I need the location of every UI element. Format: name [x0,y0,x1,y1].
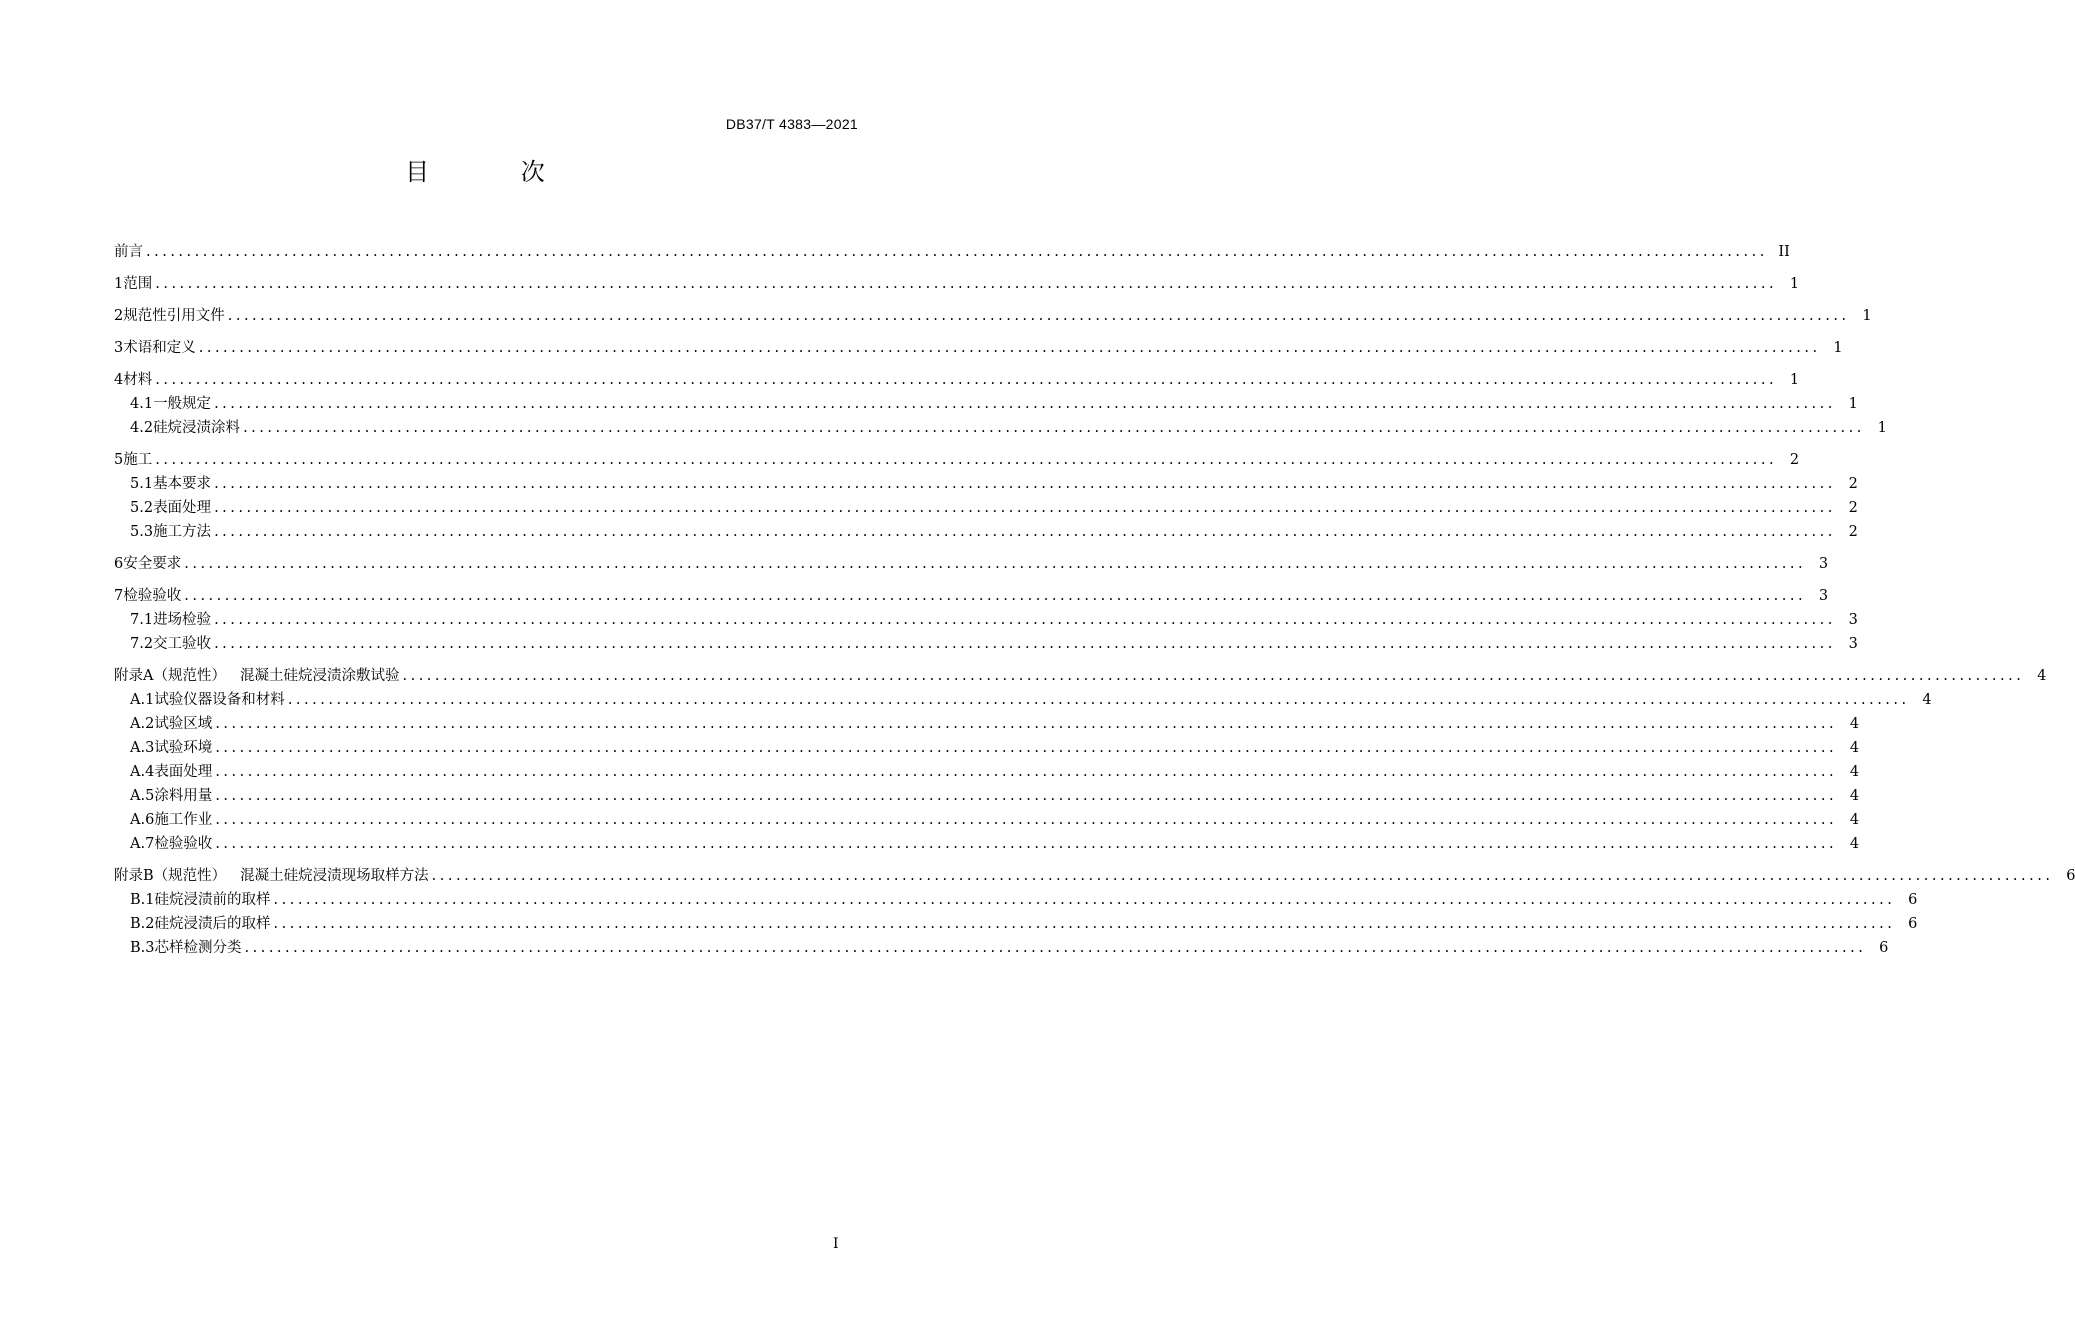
toc-entry[interactable] [114,736,1860,760]
toc-leader-dots: ........................................................................................................................................................................................................ [215,716,1838,732]
toc-entry-number: 4.1 [130,396,154,412]
toc-leader-dots: ........................................................................................................................................................................................................ [184,588,1807,604]
toc-entry-page: 4 [1849,764,1860,780]
toc-entry-page: 4 [1922,692,1932,708]
toc-entry-page: 3 [1848,636,1858,652]
toc-entry-page: 4 [1849,836,1860,852]
toc-entry-page: 1 [1848,396,1858,412]
toc-entry-label: 试验仪器设备和材料 [154,692,285,708]
toc-entry[interactable] [114,368,1800,392]
toc-entry[interactable] [114,272,1800,296]
toc-entry-page: II [1778,244,1790,260]
toc-entry-number: 5 [114,452,124,468]
toc-entry-page: 3 [1818,588,1829,604]
toc-entry[interactable] [114,832,1860,856]
toc-entry-number: B.1 [130,892,155,908]
toc-entry[interactable] [114,632,1858,656]
toc-entry-page: 3 [1848,612,1858,628]
toc-entry-label: 材料 [123,372,153,388]
toc-entry-label: 表面处理 [153,500,212,516]
toc-entry-label: 硅烷浸渍涂料 [153,420,241,436]
toc-entry-label: 一般规定 [153,396,212,412]
toc-leader-dots: ........................................................................................................................................................................................................ [155,452,1778,468]
toc-entry-number: 附录B（规范性） [114,868,227,884]
toc-leader-dots: ........................................................................................................................................................................................................ [402,668,2025,684]
toc-entry-label: 前言 [114,244,143,260]
toc-entry[interactable] [114,336,1843,360]
toc-entry-page: 2 [1848,500,1858,516]
toc-entry-number: A.1 [130,692,155,708]
toc-entry-label: 表面处理 [154,764,213,780]
toc-entry[interactable] [114,448,1800,472]
toc-entry-page: 1 [1789,372,1800,388]
toc-leader-dots: ........................................................................................................................................................................................................ [273,916,1896,932]
toc-entry-label: 术语和定义 [123,340,196,356]
toc-entry-number: B.3 [130,940,155,956]
toc-entry-label: 混凝土硅烷浸渍涂敷试验 [239,668,400,684]
toc-entry[interactable] [114,392,1858,416]
toc-entry[interactable] [114,416,1887,440]
toc-entry[interactable] [114,712,1860,736]
toc-entry[interactable] [114,664,2047,688]
toc-entry-label: 检验验收 [154,836,213,852]
toc-leader-dots: ........................................................................................................................................................................................................ [214,524,1836,540]
toc-entry[interactable] [114,864,2075,888]
toc-leader-dots: ........................................................................................................................................................................................................ [155,276,1778,292]
toc-entry-label: 硅烷浸渍后的取样 [154,916,271,932]
toc-leader-dots: ........................................................................................................................................................................................................ [215,836,1838,852]
toc-entry[interactable] [114,304,1872,328]
toc-entry-page: 1 [1789,276,1800,292]
toc-leader-dots: ........................................................................................................................................................................................................ [215,788,1838,804]
toc-leader-dots: ........................................................................................................................................................................................................ [214,636,1836,652]
toc-entry-label: 涂料用量 [154,788,213,804]
toc-entry-number: 5.1 [130,476,154,492]
toc-entry-label: 进场检验 [153,612,212,628]
toc-entry-number: 7.1 [130,612,154,628]
toc-leader-dots: ........................................................................................................................................................................................................ [198,340,1821,356]
toc-entry[interactable] [114,808,1860,832]
toc-entry-number: 1 [114,276,124,292]
toc-entry-label: 试验区域 [154,716,213,732]
toc-entry[interactable] [114,760,1860,784]
toc-entry-page: 3 [1818,556,1829,572]
toc-leader-dots: ........................................................................................................................................................................................................ [146,244,1768,260]
toc-entry[interactable] [114,496,1858,520]
page-number: I [833,1236,839,1252]
toc-entry-number: 4.2 [130,420,154,436]
document-code: DB37/T 4383—2021 [725,116,858,132]
toc-entry-page: 2 [1848,476,1858,492]
toc-entry[interactable] [114,552,1829,576]
toc-leader-dots: ........................................................................................................................................................................................................ [215,740,1838,756]
toc-entry-number: 附录A（规范性） [114,668,226,684]
toc-entry-number: A.5 [130,788,155,804]
toc-entry-number: 3 [114,340,124,356]
toc-entry-number: A.3 [130,740,155,756]
toc-entry-number: 5.2 [130,500,154,516]
toc-entry[interactable] [114,240,1790,264]
toc-entry[interactable] [114,472,1858,496]
toc-entry-page: 2 [1789,452,1800,468]
toc-entry-number: 4 [114,372,124,388]
toc-entry-number: 6 [114,556,124,572]
toc-leader-dots: ........................................................................................................................................................................................................ [214,500,1836,516]
toc-entry-label: 混凝土硅烷浸渍现场取样方法 [240,868,429,884]
toc-entry-label: 硅烷浸渍前的取样 [154,892,271,908]
toc-entry-page: 4 [1849,788,1860,804]
toc-leader-dots: ........................................................................................................................................................................................................ [214,396,1836,412]
toc-entry-label: 范围 [123,276,153,292]
toc-entry-label: 芯样检测分类 [154,940,242,956]
toc-entry-number: 7 [114,588,124,604]
toc-entry-label: 检验验收 [123,588,182,604]
toc-leader-dots: ........................................................................................................................................................................................................ [287,692,1910,708]
toc-leader-dots: ........................................................................................................................................................................................................ [214,612,1836,628]
toc-entry-number: A.2 [130,716,155,732]
toc-entry-label: 交工验收 [153,636,212,652]
toc-leader-dots: ........................................................................................................................................................................................................ [227,308,1850,324]
page-title: 目 次 [405,158,587,186]
toc-entry-page: 4 [1849,716,1860,732]
toc-leader-dots: ........................................................................................................................................................................................................ [155,372,1778,388]
toc-entry-number: A.7 [130,836,155,852]
toc-entry-number: A.4 [130,764,155,780]
toc-entry-label: 规范性引用文件 [123,308,225,324]
toc-entry-label: 施工方法 [153,524,212,540]
toc-entry-page: 1 [1833,340,1843,356]
toc-entry-number: 2 [114,308,124,324]
toc-entry[interactable] [114,584,1829,608]
toc-entry-page: 6 [2066,868,2075,884]
toc-entry-number: A.6 [130,812,155,828]
toc-entry[interactable] [114,936,1889,960]
toc-entry-page: 6 [1908,892,1918,908]
toc-entry[interactable] [114,784,1860,808]
toc-leader-dots: ........................................................................................................................................................................................................ [184,556,1807,572]
toc-entry-label: 安全要求 [123,556,182,572]
toc-entry-page: 1 [1877,420,1887,436]
toc-entry-label: 试验环境 [154,740,213,756]
toc-leader-dots: ........................................................................................................................................................................................................ [431,868,2054,884]
toc-leader-dots: ........................................................................................................................................................................................................ [215,812,1838,828]
table-of-contents [114,240,2075,960]
toc-entry[interactable] [114,520,1858,544]
toc-leader-dots: ........................................................................................................................................................................................................ [273,892,1896,908]
toc-entry-page: 2 [1848,524,1858,540]
toc-leader-dots: ........................................................................................................................................................................................................ [215,764,1838,780]
toc-entry-number: 7.2 [130,636,154,652]
toc-entry-label: 施工作业 [154,812,213,828]
toc-entry-page: 4 [2037,668,2047,684]
toc-entry-page: 6 [1879,940,1889,956]
toc-entry[interactable] [114,912,1918,936]
toc-entry-page: 1 [1862,308,1872,324]
toc-entry-page: 4 [1849,812,1860,828]
toc-entry[interactable] [114,688,1932,712]
toc-entry-number: 5.3 [130,524,154,540]
toc-entry-page: 6 [1908,916,1918,932]
toc-leader-dots: ........................................................................................................................................................................................................ [214,476,1836,492]
toc-entry-label: 施工 [123,452,153,468]
toc-entry[interactable] [114,888,1918,912]
toc-leader-dots: ........................................................................................................................................................................................................ [244,940,1867,956]
toc-entry-label: 基本要求 [153,476,212,492]
toc-entry-number: B.2 [130,916,155,932]
toc-leader-dots: ........................................................................................................................................................................................................ [243,420,1865,436]
toc-entry-page: 4 [1849,740,1860,756]
toc-entry[interactable] [114,608,1858,632]
